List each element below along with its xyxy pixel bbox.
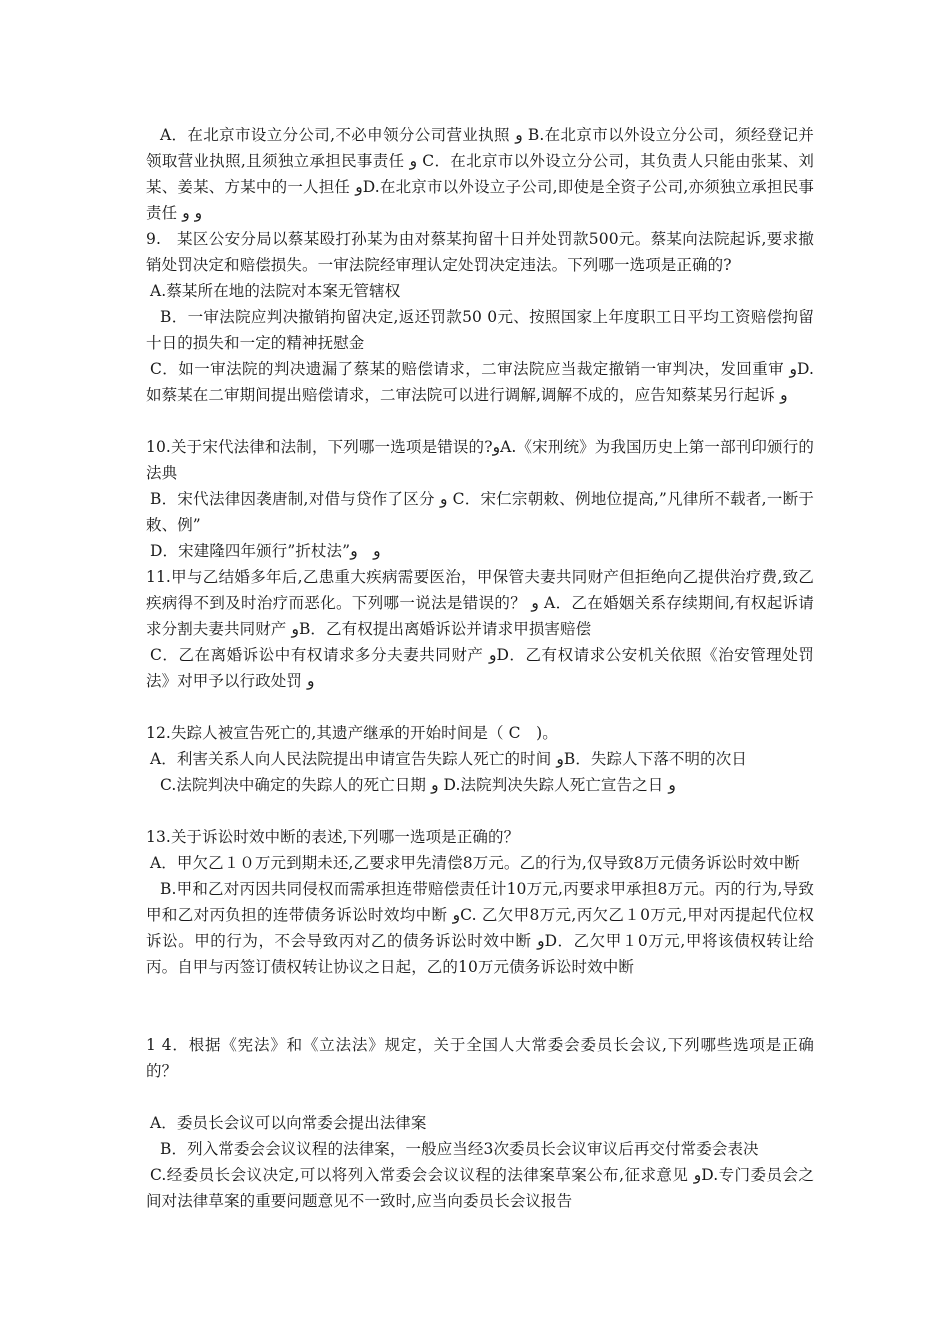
spacer: [146, 1084, 814, 1110]
paragraph-q12-options-ab: A．利害关系人向人民法院提出申请宣告失踪人死亡的时间 ﻭB．失踪人下落不明的次日: [150, 750, 747, 768]
paragraph-q9-option-a: A.蔡某所在地的法院对本案无管辖权: [150, 282, 401, 300]
paragraph-q9-stem: 9. 某区公安分局以蔡某殴打孙某为由对蔡某拘留十日并处罚款500元。蔡某向法院起诉,要求撤销处罚决定和赔偿损失。一审法院经审理认定处罚决定违法。下列哪一选项是正确的?: [146, 230, 814, 274]
paragraph-q13-stem: 13.关于诉讼时效中断的表述,下列哪一选项是正确的？: [146, 828, 520, 846]
paragraph-q14-options-cd: C.经委员长会议决定,可以将列入常委会会议议程的法律案草案公布,征求意见 ﻭD.专门委员会之间对法律草案的重要问题意见不一致时,应当向委员长会议报告: [146, 1166, 815, 1210]
spacer: [146, 980, 814, 1032]
paragraph-q12-stem: 12.失踪人被宣告死亡的,其遗产继承的开始时间是（ C )。: [146, 724, 558, 742]
paragraph-q9-option-b: B．一审法院应判决撤销拘留决定,返还罚款50 0元、按照国家上年度职工日平均工资赔偿拘留十日的损失和一定的精神抚慰金: [146, 308, 814, 352]
paragraph-q10-options-bc: B．宋代法律因袭唐制,对借与贷作了区分 ﻭ C．宋仁宗朝敕、例地位提高,”凡律所不载者,一断于敕、例”: [146, 490, 814, 534]
spacer: [146, 798, 814, 824]
spacer: [146, 408, 814, 434]
paragraph-q14-option-a: A．委员长会议可以向常委会提出法律案: [150, 1114, 427, 1132]
paragraph-q11-options-cd: C．乙在离婚诉讼中有权请求多分夫妻共同财产 ﻭD．乙有权请求公安机关依照《治安管理处罚法》对甲予以行政处罚 ﻭ: [146, 646, 814, 690]
paragraph-q13-options-bcd: B.甲和乙对丙因共同侵权而需承担连带赔偿责任计10万元,丙要求甲承担8万元。丙的行为,导致甲和乙对丙负担的连带债务诉讼时效均中断 ﻭC. 乙欠甲8万元,丙欠乙１0万元,甲对丙提起代位权诉讼。甲的行为，不会导致丙对乙的债务诉讼时效中断 ﻭD．乙欠甲１0万元,甲将该债权转让给丙。自甲与丙签订债权转让协议之日起，乙的10万元债务诉讼时效中断: [146, 880, 814, 976]
paragraph-q8-options: A．在北京市设立分公司,不必申领分公司营业执照 ﻭ B.在北京市以外设立分公司，须经登记并领取营业执照,且须独立承担民事责任 ﻭ C．在北京市以外设立分公司，其负责人只能由张某、刘某、姜某、方某中的一人担任 ﻭD.在北京市以外设立子公司,即使是全资子公司,亦须独立承担民事责任 ﻭ ﻭ: [146, 126, 815, 222]
paragraph-q14-option-b: B．列入常委会会议议程的法律案，一般应当经3次委员长会议审议后再交付常委会表决: [160, 1140, 759, 1158]
spacer: [146, 694, 814, 720]
paragraph-q10-stem: 10.关于宋代法律和法制，下列哪一选项是错误的?ﻭA.《宋刑统》为我国历史上第一部刊印颁行的法典: [146, 438, 814, 482]
paragraph-q11-stem: 11.甲与乙结婚多年后,乙患重大疾病需要医治，甲保管夫妻共同财产但拒绝向乙提供治疗费,致乙疾病得不到及时治疗而恶化。下列哪一说法是错误的？ ﻭ A．乙在婚姻关系存续期间,有权起诉请求分割夫妻共同财产 ﻭB．乙有权提出离婚诉讼并请求甲损害赔偿: [146, 568, 814, 638]
paragraph-q12-options-cd: C.法院判决中确定的失踪人的死亡日期 ﻭ D.法院判决失踪人死亡宣告之日 ﻭ: [160, 776, 676, 794]
paragraph-q13-option-a: A．甲欠乙１０万元到期未还,乙要求甲先清偿8万元。乙的行为,仅导致8万元债务诉讼时效中断: [150, 854, 800, 872]
document-body: [146, 122, 814, 1214]
paragraph-q9-option-cd: C．如一审法院的判决遗漏了蔡某的赔偿请求，二审法院应当裁定撤销一审判决，发回重审 ﻭD.如蔡某在二审期间提出赔偿请求，二审法院可以进行调解,调解不成的，应告知蔡某另行起诉 ﻭ: [146, 360, 814, 404]
paragraph-q10-option-d: D．宋建隆四年颁行”折杖法”ﻭ ﻭ: [150, 542, 381, 560]
paragraph-q14-stem: 1 4．根据《宪法》和《立法法》规定，关于全国人大常委会委员长会议,下列哪些选项是正确的？: [146, 1036, 814, 1080]
